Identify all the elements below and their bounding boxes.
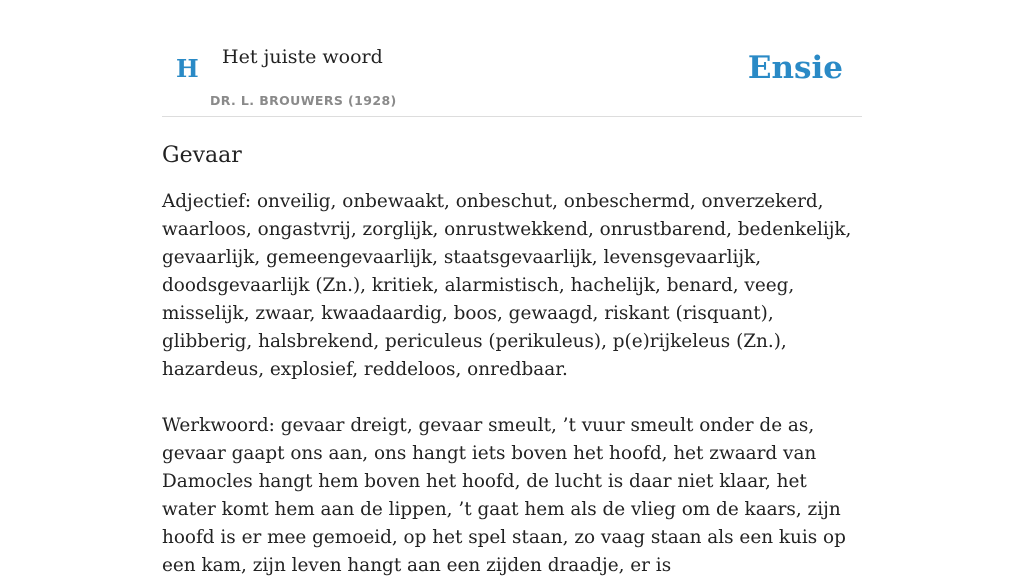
book-author: DR. L. BROUWERS (1928) xyxy=(210,93,397,108)
entry-paragraph-werkwoord: Werkwoord: gevaar dreigt, gevaar smeult, ’t vuur smeult onder de as, gevaar gaapt ons aan, ons hangt iets boven het hoofd, het zwaard van Damocles hangt hem boven het hoofd, de lucht is daar niet klaar, het water komt hem aan de lippen, ’t gaat hem als de vlieg om de kaars, zijn hoofd is er mee gemoeid, op het spel staan, zo vaag staan als een kuis op een kam, zijn leven hangt aan een zijden draadje, er is xyxy=(162,415,846,576)
book-title-link[interactable]: Het juiste woord xyxy=(222,46,383,68)
page xyxy=(162,0,862,580)
ensie-logo[interactable]: Ensie xyxy=(747,50,843,86)
index-letter-link[interactable]: H xyxy=(176,54,199,83)
header xyxy=(162,0,862,117)
entry-paragraph-adjectief: Adjectief: onveilig, onbewaakt, onbeschut, onbeschermd, onverzekerd, waarloos, ongastvrij, zorglijk, onrustwekkend, onrustbarend, bedenkelijk, gevaarlijk, gemeengevaarlijk, staatsgevaarlijk, levensgevaarlijk, doodsgevaarlijk (Zn.), kritiek, alarmistisch, hachelijk, benard, veeg, misselijk, zwaar, kwaadaardig, boos, gewaagd, riskant (risquant), glibberig, halsbrekend, periculeus (perikuleus), p(e)rijkeleus (Zn.), hazardeus, explosief, reddeloos, onredbaar. xyxy=(162,191,852,380)
entry-title: Gevaar xyxy=(162,143,242,168)
